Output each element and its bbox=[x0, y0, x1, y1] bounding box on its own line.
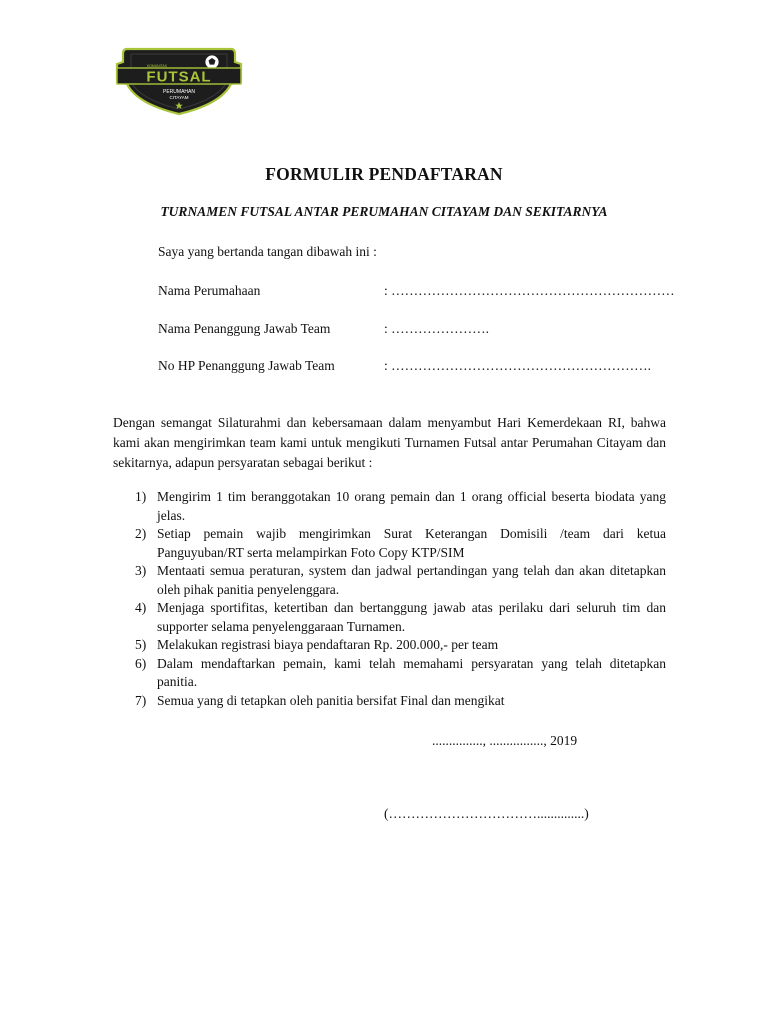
list-text: Dalam mendaftarkan pemain, kami telah memahami persyaratan yang telah ditetapkan panitia. bbox=[157, 655, 666, 689]
list-number: 3) bbox=[135, 563, 147, 578]
list-text: Semua yang di tetapkan oleh panitia bersifat Final dan mengikat bbox=[157, 692, 505, 708]
field-label: Nama Penanggung Jawab Team bbox=[158, 321, 331, 336]
list-number: 5) bbox=[135, 637, 147, 652]
list-text: Menjaga sportifitas, ketertiban dan bertanggung jawab atas perilaku dari seluruh tim dan supporter selama penyelenggaraan Turnamen. bbox=[157, 600, 666, 634]
list-item bbox=[113, 655, 666, 692]
list-item bbox=[113, 636, 666, 655]
field-label: Nama Perumahaan bbox=[158, 283, 261, 298]
list-item bbox=[113, 599, 666, 636]
list-text: Setiap pemain wajib mengirimkan Surat Keterangan Domisili /team dari ketua Panguyuban/RT serta melampirkan Foto Copy KTP/SIM bbox=[157, 526, 666, 560]
date-line[interactable]: ..............., ................, 2019 bbox=[432, 733, 578, 748]
list-text: Melakukan registrasi biaya pendaftaran Rp. 200.000,- per team bbox=[157, 637, 499, 652]
field-value[interactable]: : …………………………………………………. bbox=[384, 358, 652, 373]
list-number: 6) bbox=[135, 655, 147, 671]
list-number: 2) bbox=[135, 526, 147, 541]
list-item bbox=[113, 525, 666, 562]
logo-main-text: FUTSAL bbox=[146, 68, 212, 86]
futsal-logo bbox=[113, 46, 245, 116]
list-item bbox=[113, 562, 666, 599]
list-number: 4) bbox=[135, 600, 147, 615]
field-value[interactable]: : ……………………………………………………… bbox=[384, 283, 675, 298]
signature-line[interactable]: (……………………………..............) bbox=[384, 806, 589, 821]
intro-text: Saya yang bertanda tangan dibawah ini : bbox=[158, 244, 377, 259]
logo-line2: CITAYAM bbox=[169, 95, 189, 100]
list-text: Mentaati semua peraturan, system dan jadwal pertandingan yang telah dan akan ditetapkan oleh pihak panitia penyelenggara. bbox=[157, 563, 666, 597]
requirements-list bbox=[113, 488, 666, 710]
page-title: FORMULIR PENDAFTARAN bbox=[265, 164, 503, 184]
list-item bbox=[113, 488, 666, 525]
page-subtitle: TURNAMEN FUTSAL ANTAR PERUMAHAN CITAYAM DAN SEKITARNYA bbox=[160, 204, 608, 219]
logo-small-text: KOMUNITAS bbox=[147, 64, 167, 68]
logo-line1: PERUMAHAN bbox=[163, 89, 195, 95]
list-number: 1) bbox=[135, 489, 147, 504]
field-value[interactable]: : …………………. bbox=[384, 321, 490, 336]
statement-paragraph: Dengan semangat Silaturahmi dan kebersamaan dalam menyambut Hari Kemerdekaan RI, bahwa kami akan mengirimkan team kami untuk mengikuti Turnamen Futsal antar Perumahan Citayam dan sekitarnya, adapun persyaratan sebagai berikut : bbox=[113, 415, 666, 470]
list-number: 7) bbox=[135, 692, 147, 708]
list-item bbox=[113, 692, 666, 711]
list-text: Mengirim 1 tim beranggotakan 10 orang pemain dan 1 orang official beserta biodata yang jelas. bbox=[157, 489, 666, 523]
field-label: No HP Penanggung Jawab Team bbox=[158, 358, 335, 373]
